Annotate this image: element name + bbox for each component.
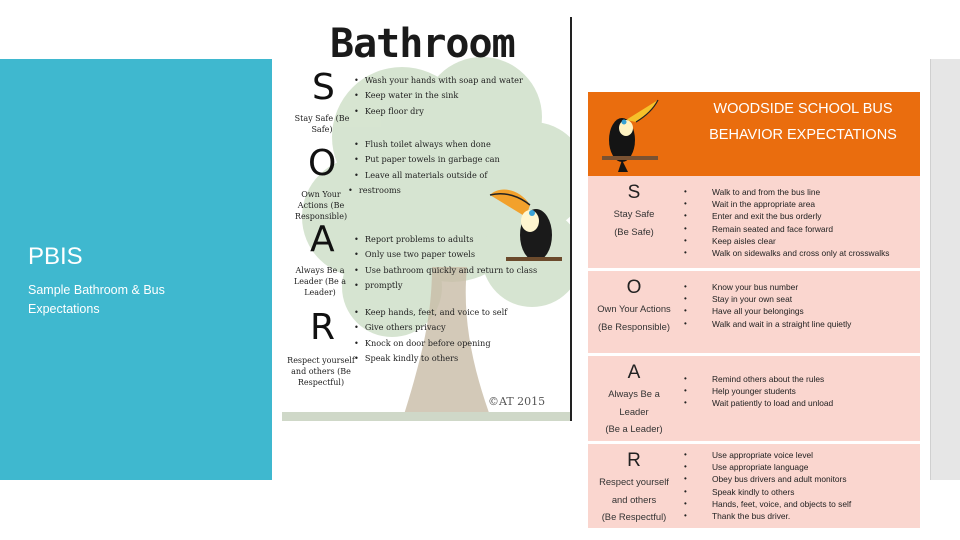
bus-row-r [588,444,920,528]
bus-rule: • Obey bus drivers and adult monitors [684,473,851,485]
poster-title: Bathroom [330,21,515,67]
poster-rule: • Report problems to adults [354,232,537,247]
slide-subtitle: Sample Bathroom & Bus Expectations [28,283,165,316]
bus-rule: • Use appropriate voice level [684,449,851,461]
poster-rules-o [354,137,500,198]
poster-rule: • Leave all materials outside of [354,168,500,183]
poster-rule: • Give others privacy [354,320,507,335]
bus-letter-cell-r [588,444,680,528]
bus-letter-label: Own Your Actions [597,303,671,314]
bus-letter-label: Respect yourself [599,476,669,487]
bus-letter-cell-o [588,271,680,353]
bus-rule: • Hands, feet, voice, and objects to self [684,498,851,510]
bus-rule: • Wait in the appropriate area [684,198,890,210]
bus-letter: R [627,450,641,471]
bus-letter-label: Always Be a [608,388,660,399]
bus-letter-label: Leader [619,405,649,417]
bus-table-title: WOODSIDE SCHOOL BUS BEHAVIOR EXPECTATIONS [709,101,897,143]
poster-letter-a: A [310,219,335,260]
bus-rule: • Enter and exit the bus orderly [684,210,890,222]
bus-rule: • Use appropriate language [684,461,851,473]
bus-row-s [588,176,920,268]
bus-rule: • Walk to and from the bus line [684,186,890,198]
poster-copyright: ©AT 2015 [488,395,546,408]
bus-rule: • Have all your belongings [684,305,851,317]
bus-rule: • Stay in your own seat [684,293,851,305]
bus-letter-cell-a [588,356,680,441]
poster-rule: • Use bathroom quickly and return to class [354,263,537,278]
slide-title: PBIS [28,243,83,270]
bus-letter: O [626,277,642,298]
poster-rule: • Speak kindly to others [354,351,507,366]
poster-letter-s: S [312,67,335,108]
poster-rule: • Keep hands, feet, and voice to self [354,305,507,320]
bus-rule: • Walk and wait in a straight line quietly [684,318,851,330]
bus-rules-o [684,281,851,330]
bus-rule: • Help younger students [684,385,833,397]
bus-letter-label: (Be Responsible) [598,320,670,332]
poster-rule: • Flush toilet always when done [354,137,500,152]
poster-rule: • Only use two paper towels [354,247,537,262]
bus-rule: • Keep aisles clear [684,235,890,247]
poster-rule: • Wash your hands with soap and water [354,73,523,88]
poster-label-o: Own Your Actions (Be Responsible) [294,190,348,221]
bus-rule: • Speak kindly to others [684,486,851,498]
bus-row-o [588,271,920,353]
poster-rules-s [354,73,523,119]
poster-letter-r: R [310,307,336,348]
bus-rule: • Remind others about the rules [684,373,833,385]
poster-rules-r [354,305,507,366]
right-edge-bar [930,59,960,480]
bathroom-poster [282,17,572,421]
bus-letter: A [627,362,641,383]
bus-letter-label: and others [611,493,657,505]
poster-rule: • restrooms [348,183,500,198]
bus-letter-cell-s [588,176,680,268]
bus-rules-r [684,449,851,522]
poster-label-r: Respect yourself and others (Be Respectful) [287,356,355,387]
bus-rule: • Wait patiently to load and unload [684,397,833,409]
bus-rule: • Thank the bus driver. [684,510,851,522]
bus-row-a [588,356,920,441]
poster-rule: • Put paper towels in garbage can [354,152,500,167]
bus-letter-label: (Be a Leader) [605,423,663,434]
bus-rule: • Remain seated and face forward [684,223,890,235]
poster-rule: • Keep water in the sink [354,88,523,103]
bus-letter-label: (Be Safe) [614,225,654,237]
toucan-icon [486,181,566,271]
bus-letter-label: Stay Safe [613,208,655,219]
poster-label-s: Stay Safe (Be Safe) [294,114,350,134]
poster-rule: • promptly [354,278,537,293]
toucan-icon [596,94,666,174]
poster-rule: • Keep floor dry [354,104,523,119]
poster-letter-o: O [308,143,337,184]
poster-label-a: Always Be a Leader (Be a Leader) [293,266,347,297]
bus-rules-a [684,373,833,410]
bus-rule: • Know your bus number [684,281,851,293]
bus-letter: S [627,182,641,203]
poster-rule: • Knock on door before opening [354,336,507,351]
bus-rule: • Walk on sidewalks and cross only at crosswalks [684,247,890,259]
bus-letter-label: (Be Respectful) [601,511,667,522]
bus-rules-s [684,186,890,259]
